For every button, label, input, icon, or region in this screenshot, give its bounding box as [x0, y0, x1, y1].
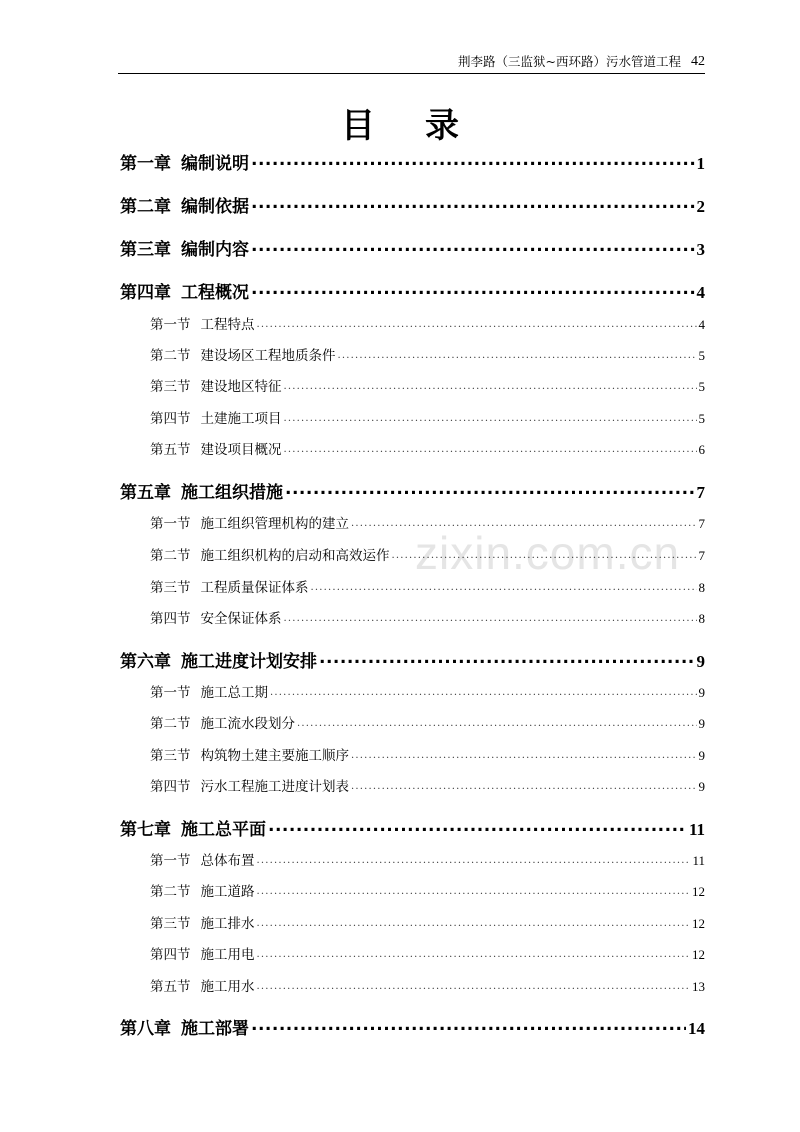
toc-entry-page: 3	[696, 240, 705, 259]
toc-entry-number: 第五节	[150, 979, 191, 995]
watermark: zixin.com.cn	[415, 527, 681, 579]
toc-entry-label	[150, 544, 390, 564]
toc-section-entry[interactable]	[120, 576, 705, 596]
toc-dot-leader	[319, 650, 695, 667]
toc-entry-text: 施工组织措施	[181, 483, 283, 503]
toc-section-entry[interactable]	[120, 438, 705, 458]
toc-entry-text: 施工用电	[200, 947, 255, 963]
toc-section-entry[interactable]	[120, 512, 705, 532]
toc-entry-text: 施工总工期	[200, 685, 268, 701]
toc-dot-leader	[297, 715, 697, 729]
toc-dot-leader	[268, 818, 687, 835]
toc-dot-leader	[257, 946, 691, 960]
toc-entry-label	[120, 1014, 249, 1039]
toc-dot-leader	[257, 316, 697, 330]
toc-entry-label	[120, 149, 249, 174]
toc-dot-leader	[284, 610, 697, 624]
toc-section-entry[interactable]	[120, 849, 705, 869]
toc-entry-number: 第二节	[150, 348, 191, 364]
toc-entry-label	[150, 975, 255, 995]
toc-entry-label	[120, 647, 317, 672]
toc-entry-page: 8	[698, 580, 705, 595]
toc-entry-number: 第一节	[150, 853, 191, 869]
toc-entry-number: 第一节	[150, 317, 191, 333]
toc-entry-page: 7	[698, 516, 705, 531]
toc-entry-page: 5	[698, 411, 705, 426]
toc-entry-number: 第四节	[150, 611, 191, 627]
toc-dot-leader	[285, 481, 695, 498]
toc-chapter-entry[interactable]	[120, 815, 705, 840]
toc-section-entry[interactable]	[120, 880, 705, 900]
toc-entry-page: 4	[696, 283, 705, 302]
toc-entry-text: 编制说明	[181, 154, 249, 174]
toc-entry-number: 第一节	[150, 516, 191, 532]
toc-entry-number: 第六章	[120, 652, 171, 672]
toc-chapter-entry[interactable]	[120, 235, 705, 260]
toc-entry-number: 第七章	[120, 820, 171, 840]
toc-chapter-entry[interactable]	[120, 478, 705, 503]
toc-entry-text: 施工总平面	[181, 820, 266, 840]
toc-dot-leader	[351, 778, 697, 792]
toc-entry-label	[150, 438, 282, 458]
toc-entry-text: 施工部署	[181, 1019, 249, 1039]
toc-dot-leader	[251, 1017, 686, 1034]
toc-entry-label	[150, 849, 255, 869]
toc-entry-page: 7	[698, 548, 705, 563]
toc-entry-page: 4	[698, 317, 705, 332]
toc-entry-page: 9	[698, 748, 705, 763]
page-header	[118, 54, 705, 74]
toc-entry-label	[150, 912, 255, 932]
toc-section-entry[interactable]	[120, 375, 705, 395]
toc-entry-page: 5	[698, 379, 705, 394]
toc-entry-label	[120, 235, 249, 260]
toc-entry-page: 5	[698, 348, 705, 363]
toc-entry-label	[120, 478, 283, 503]
toc-entry-label	[120, 192, 249, 217]
toc-entry-number: 第二节	[150, 548, 191, 564]
toc-dot-leader	[270, 684, 697, 698]
toc-entry-text: 施工组织机构的启动和高效运作	[200, 548, 390, 564]
toc-entry-text: 构筑物土建主要施工顺序	[200, 748, 349, 764]
toc-entry-page: 12	[692, 884, 705, 899]
toc-entry-text: 编制内容	[181, 240, 249, 260]
toc-entry-text: 编制依据	[181, 197, 249, 217]
header-page-number: 42	[691, 54, 705, 69]
toc-section-entry[interactable]	[120, 975, 705, 995]
toc-dot-leader	[351, 747, 697, 761]
toc-chapter-entry[interactable]	[120, 192, 705, 217]
toc-entry-page: 9	[698, 685, 705, 700]
toc-entry-number: 第三章	[120, 240, 171, 260]
toc-dot-leader	[257, 883, 691, 897]
toc-entry-page: 9	[696, 652, 705, 671]
toc-dot-leader	[351, 515, 697, 529]
toc-entry-text: 施工流水段划分	[200, 716, 295, 732]
toc-section-entry[interactable]	[120, 775, 705, 795]
toc-dot-leader	[392, 547, 697, 561]
toc-entry-number: 第五章	[120, 483, 171, 503]
toc-entry-page: 12	[692, 947, 705, 962]
toc-section-entry[interactable]	[120, 607, 705, 627]
toc-entry-label	[150, 744, 349, 764]
toc-entry-text: 建设项目概况	[200, 442, 282, 458]
toc-entry-label	[120, 815, 266, 840]
toc-entry-text: 施工组织管理机构的建立	[200, 516, 349, 532]
toc-entry-label	[150, 712, 295, 732]
toc-entry-label	[150, 313, 255, 333]
toc-section-entry[interactable]	[120, 681, 705, 701]
toc-entry-text: 总体布置	[200, 853, 255, 869]
toc-entry-label	[150, 607, 282, 627]
toc-dot-leader	[251, 195, 695, 212]
header-title: 荆李路（三监狱~西环路）污水管道工程	[458, 54, 681, 69]
toc-entry-text: 建设地区特征	[200, 379, 282, 395]
toc-entry-label	[150, 576, 309, 596]
toc-entry-page: 12	[692, 916, 705, 931]
toc-entry-number: 第三节	[150, 580, 191, 596]
toc-chapter-entry[interactable]	[120, 278, 705, 303]
toc-dot-leader	[251, 281, 695, 298]
toc-entry-number: 第一章	[120, 154, 171, 174]
toc-entry-label	[150, 775, 349, 795]
toc-chapter-entry[interactable]	[120, 1014, 705, 1039]
toc-entry-text: 污水工程施工进度计划表	[200, 779, 349, 795]
toc-entry-label	[150, 512, 349, 532]
toc-entry-number: 第四节	[150, 411, 191, 427]
toc-entry-label	[150, 681, 268, 701]
toc-entry-text: 安全保证体系	[200, 611, 282, 627]
toc-dot-leader	[257, 915, 691, 929]
toc-dot-leader	[251, 152, 695, 169]
toc-entry-label	[150, 880, 255, 900]
toc-entry-text: 施工排水	[200, 916, 255, 932]
toc-entry-text: 建设场区工程地质条件	[200, 348, 336, 364]
toc-entry-number: 第三节	[150, 748, 191, 764]
toc-entry-number: 第一节	[150, 685, 191, 701]
toc-section-entry[interactable]	[120, 344, 705, 364]
toc-section-entry[interactable]	[120, 544, 705, 564]
toc-entry-page: 9	[698, 716, 705, 731]
toc-section-entry[interactable]	[120, 943, 705, 963]
toc-entry-label	[150, 344, 336, 364]
toc-dot-leader	[284, 441, 697, 455]
toc-dot-leader	[284, 378, 697, 392]
toc-entry-text: 工程质量保证体系	[200, 580, 309, 596]
toc-entry-text: 工程特点	[200, 317, 255, 333]
toc-entry-text: 土建施工项目	[200, 411, 282, 427]
toc-entry-page: 8	[698, 611, 705, 626]
toc-entry-number: 第四章	[120, 283, 171, 303]
toc-entry-label	[150, 943, 255, 963]
toc-entry-number: 第二节	[150, 884, 191, 900]
toc-section-entry[interactable]	[120, 712, 705, 732]
toc-entry-number: 第五节	[150, 442, 191, 458]
toc-entry-number: 第八章	[120, 1019, 171, 1039]
toc-dot-leader	[338, 347, 697, 361]
toc-entry-number: 第二节	[150, 716, 191, 732]
toc-section-entry[interactable]	[120, 313, 705, 333]
toc-entry-label	[150, 375, 282, 395]
toc-section-entry[interactable]	[120, 744, 705, 764]
toc-dot-leader	[311, 579, 697, 593]
toc-entry-text: 施工用水	[200, 979, 255, 995]
toc-entry-page: 11	[692, 853, 705, 868]
toc-dot-leader	[284, 410, 697, 424]
toc-section-entry[interactable]	[120, 912, 705, 932]
toc-entry-page: 13	[692, 979, 705, 994]
toc-entry-number: 第四节	[150, 947, 191, 963]
toc-chapter-entry[interactable]	[120, 149, 705, 174]
toc-entry-page: 6	[698, 442, 705, 457]
toc-entry-page: 14	[688, 1019, 705, 1038]
toc-entry-number: 第三节	[150, 379, 191, 395]
toc-entry-page: 9	[698, 779, 705, 794]
toc-entry-label	[120, 278, 249, 303]
toc-chapter-entry[interactable]	[120, 647, 705, 672]
toc-dot-leader	[257, 978, 691, 992]
toc-entry-page: 11	[688, 820, 705, 839]
toc-entry-label	[150, 407, 282, 427]
toc-entry-text: 施工进度计划安排	[181, 652, 317, 672]
toc-dot-leader	[257, 852, 691, 866]
page-title: 目录	[341, 106, 509, 146]
toc-section-entry[interactable]	[120, 407, 705, 427]
toc-dot-leader	[251, 238, 695, 255]
toc-entry-page: 7	[696, 483, 705, 502]
toc-entry-number: 第四节	[150, 779, 191, 795]
toc-entry-page: 2	[696, 197, 705, 216]
toc-entry-number: 第三节	[150, 916, 191, 932]
toc-entry-page: 1	[696, 154, 705, 173]
toc-entry-number: 第二章	[120, 197, 171, 217]
toc-entry-text: 工程概况	[181, 283, 249, 303]
toc-entry-text: 施工道路	[200, 884, 255, 900]
